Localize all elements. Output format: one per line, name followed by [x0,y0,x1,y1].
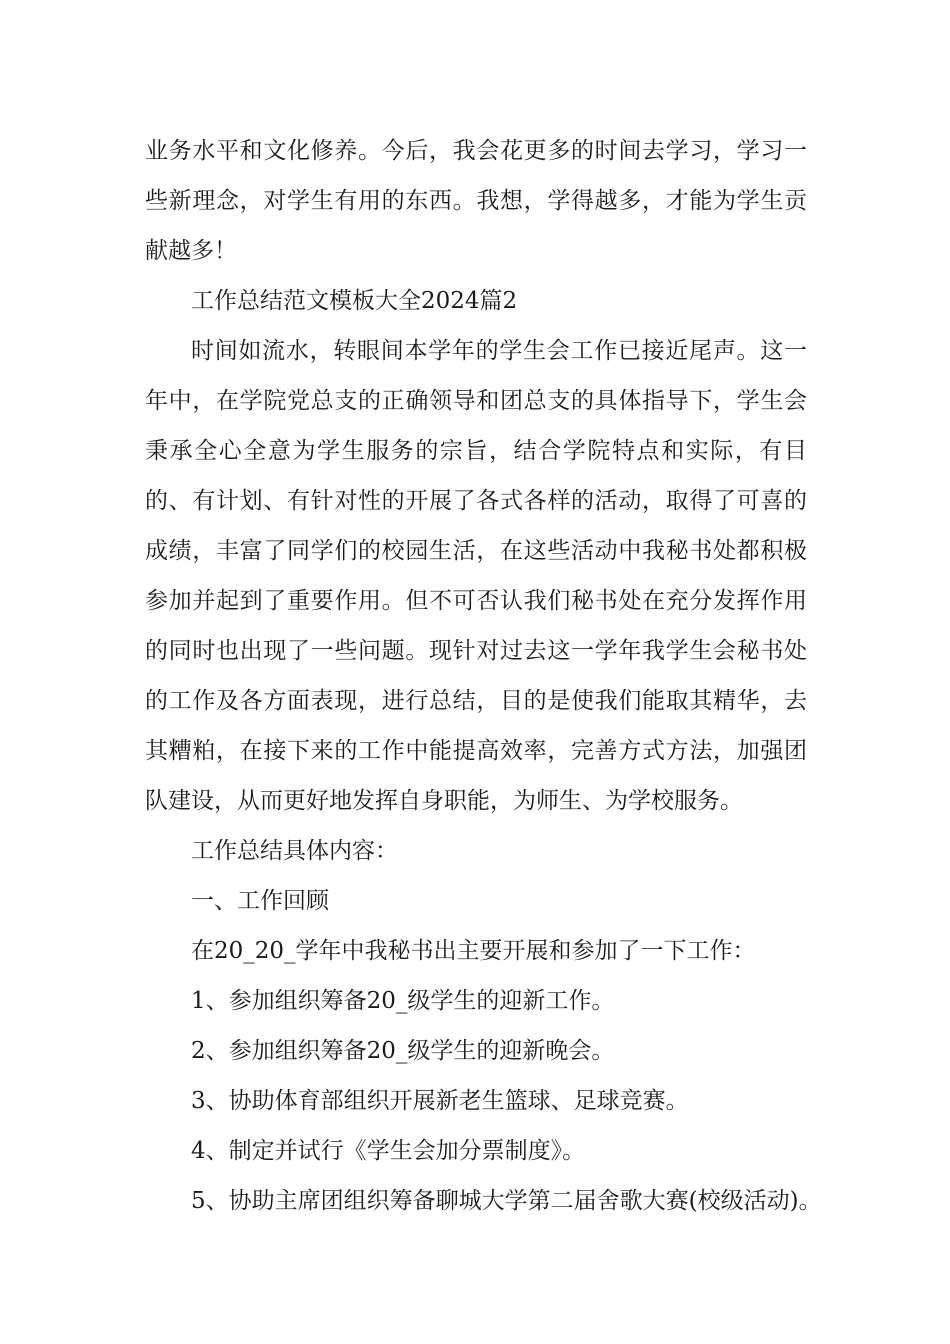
list-item: 5、协助主席团组织筹备聊城大学第二届舍歌大赛(校级活动)。 [191,1188,822,1214]
list-item: 1、参加组织筹备20_级学生的迎新工作。 [191,988,615,1014]
section-heading: 工作总结范文模板大全2024篇2 [191,288,518,314]
list-item: 2、参加组织筹备20_级学生的迎新晚会。 [191,1038,615,1064]
summary-heading: 工作总结具体内容： [191,838,398,864]
review-intro: 在20_20_学年中我秘书出主要开展和参加了一下工作： [191,938,756,964]
review-heading: 一、工作回顾 [191,888,329,914]
list-item: 3、协助体育部组织开展新老生篮球、足球竞赛。 [191,1088,689,1114]
list-item: 4、制定并试行《学生会加分票制度》。 [191,1138,586,1164]
paragraph-continuation: 业务水平和文化修养。今后，我会花更多的时间去学习，学习一些新理念，对学生有用的东西。我想，学得越多，才能为学生贡献越多！ [145,138,807,264]
paragraph-intro: 时间如流水，转眼间本学年的学生会工作已接近尾声。这一年中，在学院党总支的正确领导和团总支的具体指导下，学生会秉承全心全意为学生服务的宗旨，结合学院特点和实际，有目的、有计划、有针对性的开展了各式各样的活动，取得了可喜的成绩，丰富了同学们的校园生活，在这些活动中我秘书处都积极参加并起到了重要作用。但不可否认我们秘书处在充分发挥作用的同时也出现了一些问题。现针对过去这一学年我学生会秘书处的工作及各方面表现，进行总结，目的是使我们能取其精华，去其糟粕，在接下来的工作中能提高效率，完善方式方法，加强团队建设，从而更好地发挥自身职能，为师生、为学校服务。 [145,338,807,814]
